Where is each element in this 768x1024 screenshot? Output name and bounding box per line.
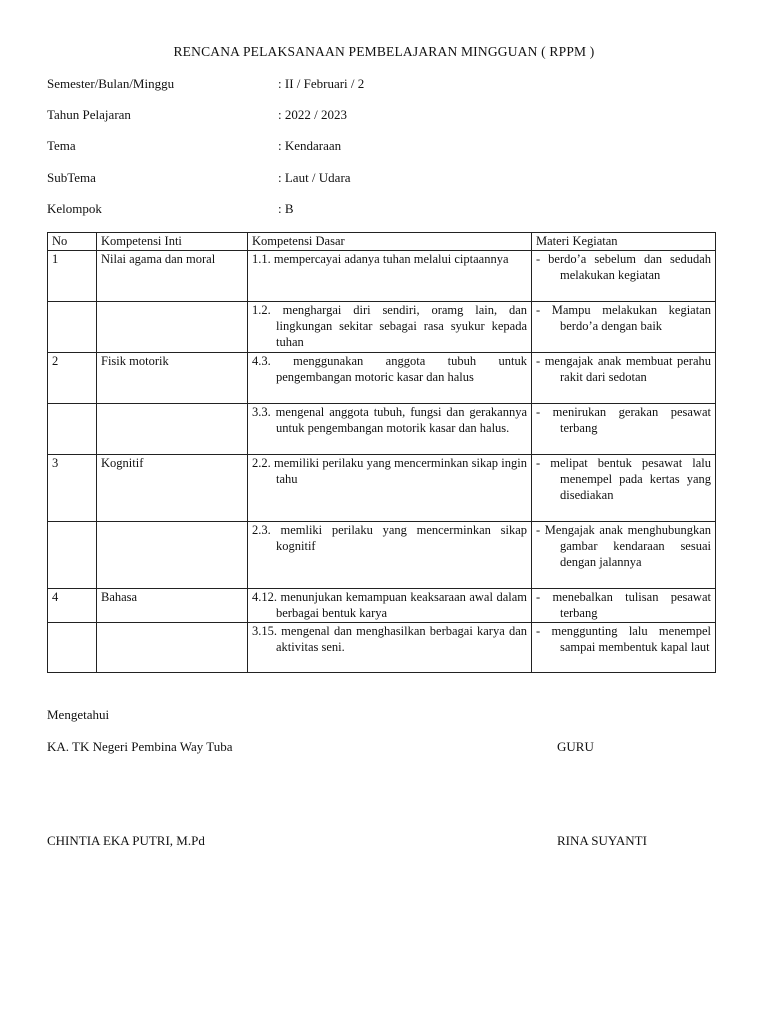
info-label: Kelompok	[47, 201, 102, 216]
mk-text: - mengajak anak membuat perahu rakit dari sedotan	[536, 354, 711, 384]
cell-kompetensi-inti	[97, 404, 248, 455]
mk-text: - Mengajak anak menghubungkan gambar kendaraan sesuai dengan jalannya	[536, 523, 711, 569]
cell-kompetensi-inti: Bahasa	[97, 589, 248, 623]
table-row	[48, 302, 716, 353]
kd-text: 2.3. memliki perilaku yang mencerminkan sikap kognitif	[252, 523, 527, 553]
kd-text: 1.2. menghargai diri sendiri, oramg lain, dan lingkungan sekitar sebagai rasa syukur kepada tuhan	[252, 303, 527, 349]
table-row	[48, 589, 716, 623]
kd-text: 1.1. mempercayai adanya tuhan melalui ciptaannya	[252, 252, 509, 266]
kd-text: 3.3. mengenal anggota tubuh, fungsi dan gerakannya untuk pengembangan motorik kasar dan halus.	[252, 405, 527, 435]
cell-materi-kegiatan	[532, 455, 716, 522]
cell-materi-kegiatan	[532, 302, 716, 353]
cell-kompetensi-dasar	[248, 353, 532, 404]
mk-text: - melipat bentuk pesawat lalu menempel pada kertas yang disediakan	[536, 456, 711, 502]
cell-materi-kegiatan	[532, 522, 716, 589]
rppm-table	[47, 232, 716, 673]
cell-no	[48, 623, 97, 673]
header-materi-kegiatan: Materi Kegiatan	[532, 233, 716, 251]
mk-text: - menggunting lalu menempel sampai membentuk kapal laut	[536, 624, 711, 654]
cell-no: 3	[48, 455, 97, 522]
header-kompetensi-inti: Kompetensi Inti	[97, 233, 248, 251]
cell-kompetensi-inti	[97, 522, 248, 589]
cell-kompetensi-dasar	[248, 623, 532, 673]
cell-materi-kegiatan	[532, 353, 716, 404]
cell-no	[48, 302, 97, 353]
cell-no	[48, 404, 97, 455]
cell-kompetensi-dasar	[248, 455, 532, 522]
cell-kompetensi-inti: Fisik motorik	[97, 353, 248, 404]
head-name: CHINTIA EKA PUTRI, M.Pd	[47, 833, 205, 848]
mk-text: - Mampu melakukan kegiatan berdo’a dengan baik	[536, 303, 711, 333]
info-value: : II / Februari / 2	[278, 76, 365, 91]
document-title: RENCANA PELAKSANAAN PEMBELAJARAN MINGGUAN ( RPPM )	[173, 44, 595, 59]
cell-kompetensi-inti: Nilai agama dan moral	[97, 251, 248, 302]
kd-text: 2.2. memiliki perilaku yang mencerminkan sikap ingin tahu	[252, 456, 527, 486]
cell-kompetensi-dasar	[248, 404, 532, 455]
kd-text: 4.3. menggunakan anggota tubuh untuk pengembangan motoric kasar dan halus	[252, 354, 527, 384]
kd-text: 3.15. mengenal dan menghasilkan berbagai karya dan aktivitas seni.	[252, 624, 527, 654]
cell-kompetensi-dasar	[248, 302, 532, 353]
cell-kompetensi-dasar	[248, 522, 532, 589]
info-value: : 2022 / 2023	[278, 107, 347, 122]
kd-text: 4.12. menunjukan kemampuan keaksaraan awal dalam berbagai bentuk karya	[252, 590, 527, 620]
info-label: Semester/Bulan/Minggu	[47, 76, 175, 91]
cell-no: 1	[48, 251, 97, 302]
cell-kompetensi-inti: Kognitif	[97, 455, 248, 522]
mk-text: - menebalkan tulisan pesawat terbang	[536, 590, 711, 620]
info-label: SubTema	[47, 170, 96, 185]
cell-materi-kegiatan	[532, 589, 716, 623]
cell-kompetensi-dasar	[248, 251, 532, 302]
table-row	[48, 251, 716, 302]
header-kompetensi-dasar: Kompetensi Dasar	[248, 233, 532, 251]
info-value: : Kendaraan	[278, 138, 342, 153]
teacher-title: GURU	[557, 739, 594, 754]
info-label: Tema	[47, 138, 76, 153]
header-no: No	[48, 233, 97, 251]
acknowledged-label: Mengetahui	[47, 707, 110, 722]
table-row	[48, 522, 716, 589]
table-row	[48, 353, 716, 404]
cell-no	[48, 522, 97, 589]
cell-kompetensi-inti	[97, 623, 248, 673]
cell-kompetensi-dasar	[248, 589, 532, 623]
cell-kompetensi-inti	[97, 302, 248, 353]
cell-materi-kegiatan	[532, 251, 716, 302]
cell-no: 4	[48, 589, 97, 623]
info-label: Tahun Pelajaran	[47, 107, 131, 122]
teacher-name: RINA SUYANTI	[557, 833, 647, 848]
table-row	[48, 623, 716, 673]
mk-text: - menirukan gerakan pesawat terbang	[536, 405, 711, 435]
mk-text: - berdo’a sebelum dan sedudah melakukan kegiatan	[536, 252, 711, 282]
cell-materi-kegiatan	[532, 623, 716, 673]
table-header-row	[48, 233, 716, 251]
table-row	[48, 404, 716, 455]
head-title: KA. TK Negeri Pembina Way Tuba	[47, 739, 233, 754]
table-row	[48, 455, 716, 522]
info-value: : Laut / Udara	[278, 170, 351, 185]
cell-no: 2	[48, 353, 97, 404]
cell-materi-kegiatan	[532, 404, 716, 455]
info-value: : B	[278, 201, 294, 216]
